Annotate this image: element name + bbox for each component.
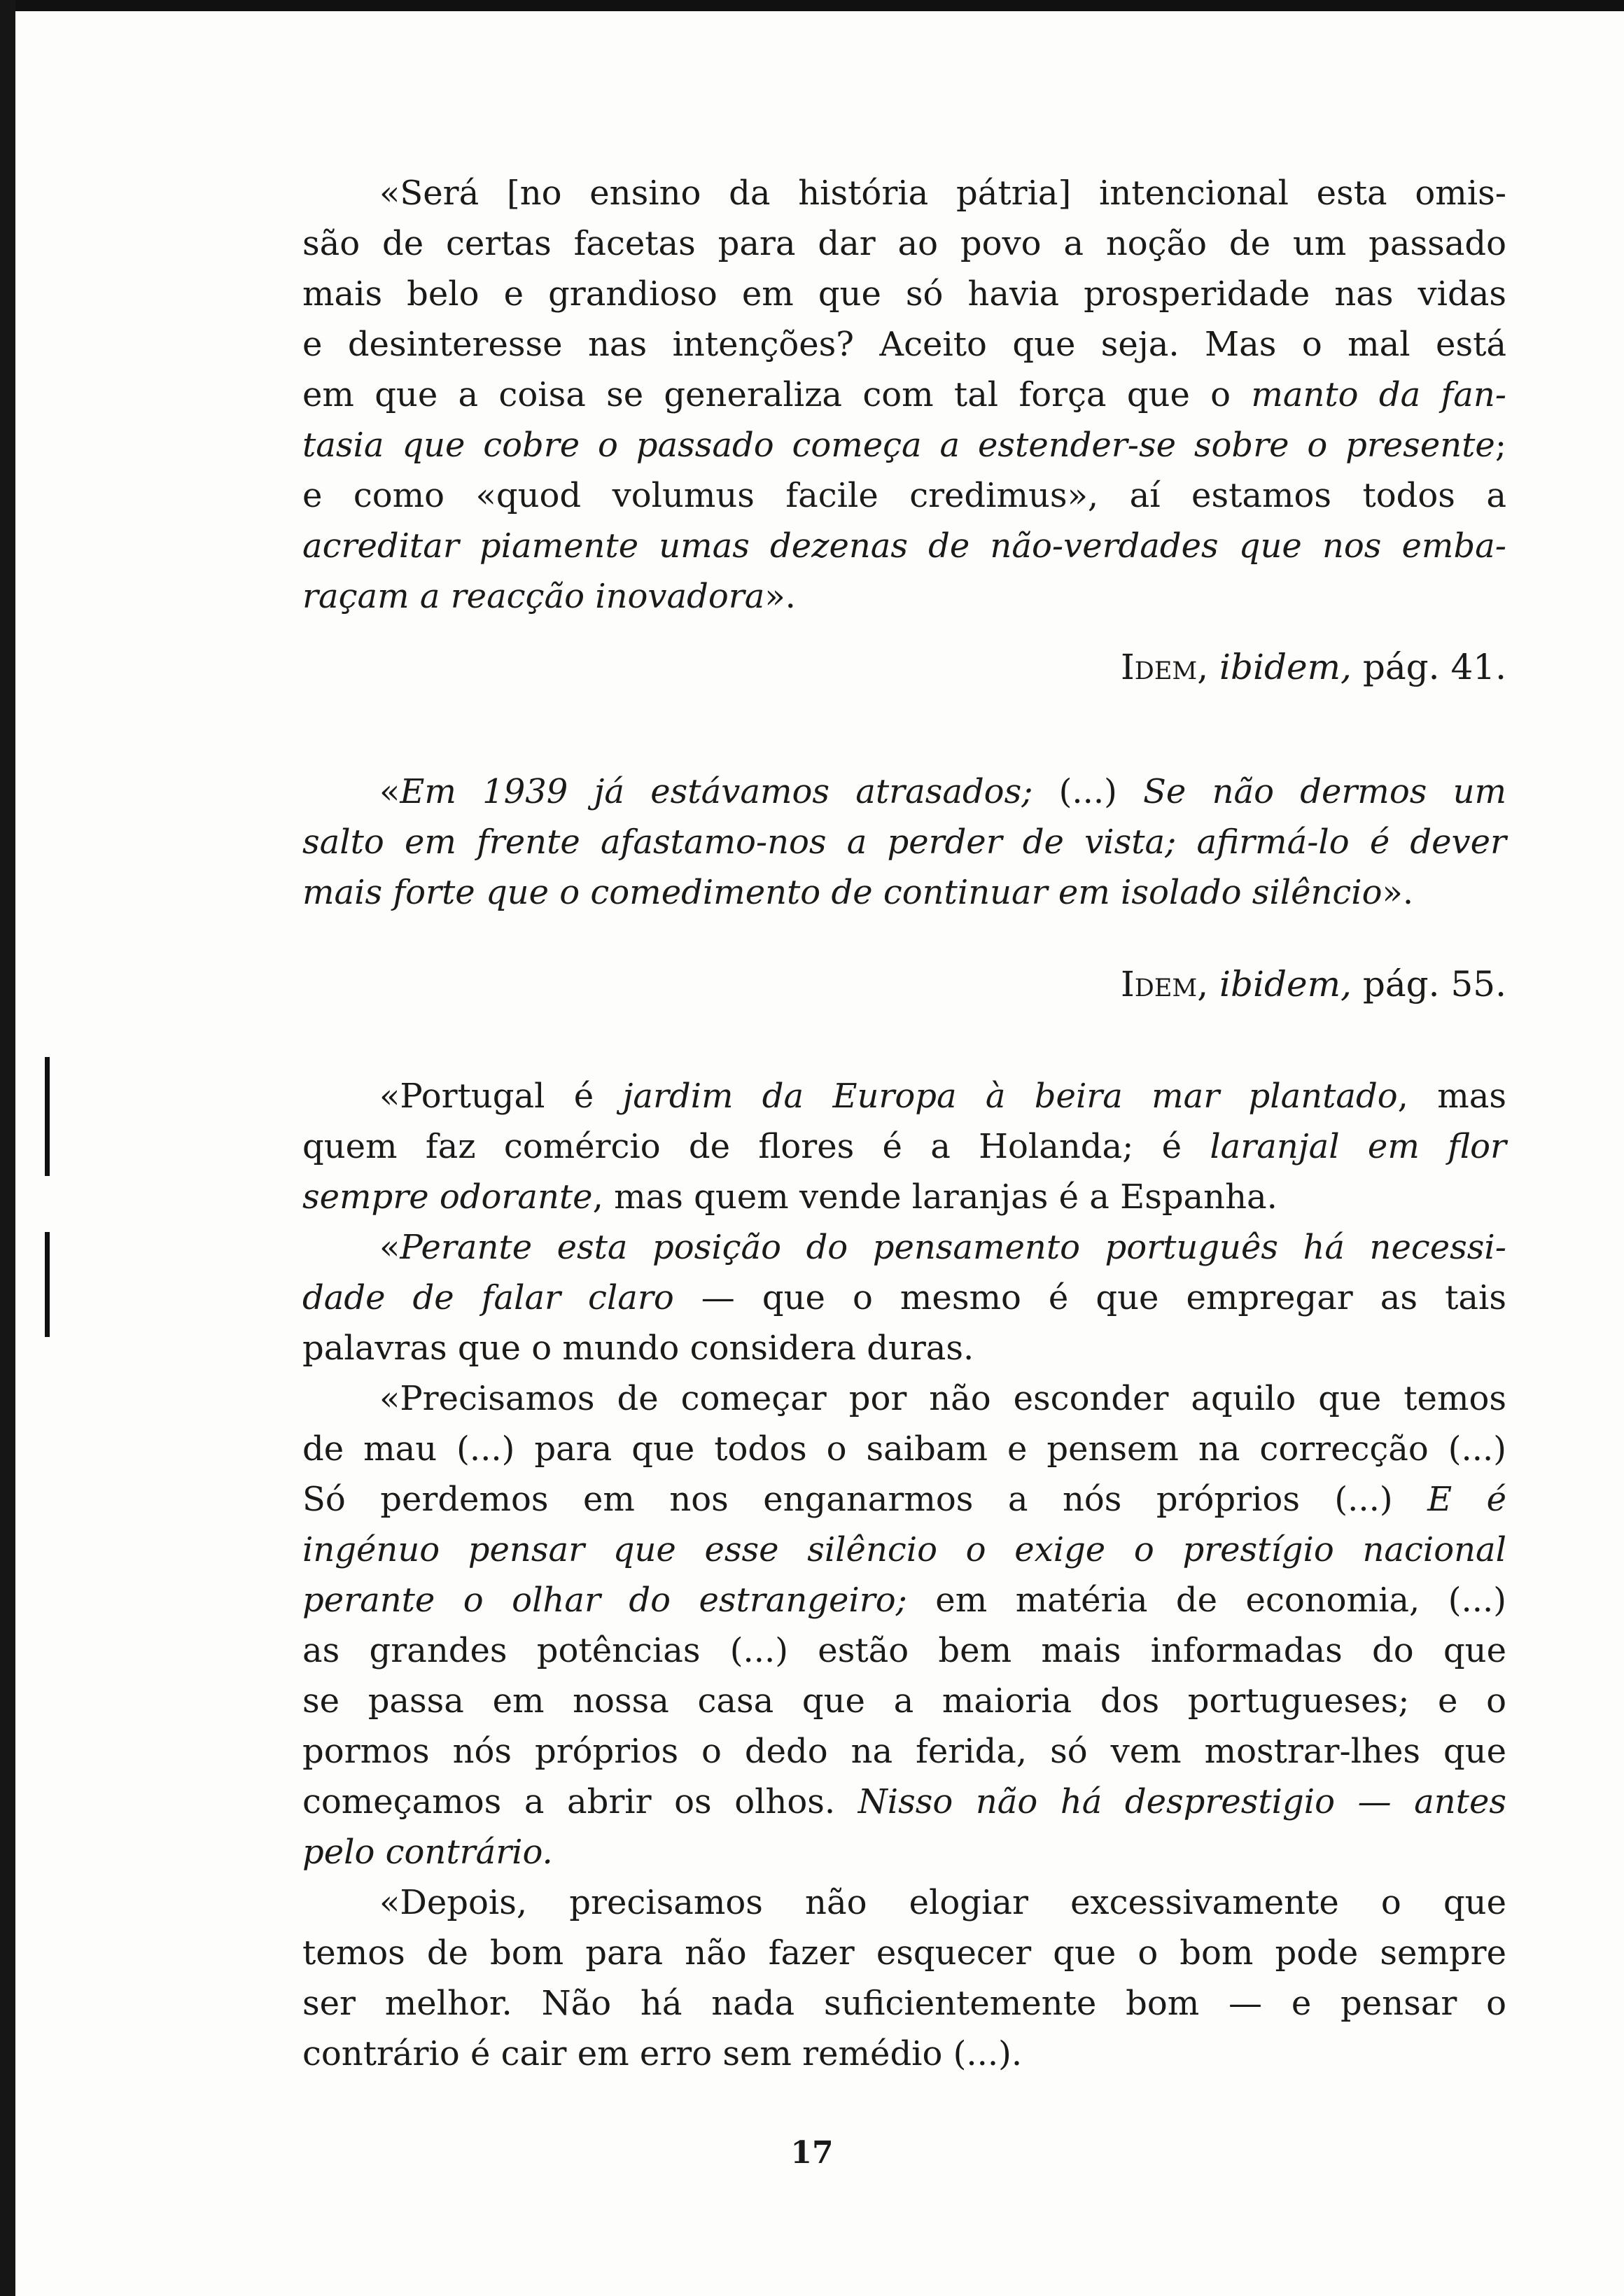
quote-3: [302, 1071, 1506, 2079]
text-line: quem faz comércio de flores é a Holanda; é laranjal em flor: [302, 1127, 1507, 1166]
text-line: ser melhor. Não há nada suficientemente bom — e pensar o: [302, 1984, 1506, 2023]
text-line: são de certas facetas para dar ao povo a noção de um passado: [302, 224, 1506, 263]
text-line: ingénuo pensar que esse silêncio o exige o prestígio nacional: [302, 1530, 1506, 1569]
text-line: as grandes potências (...) estão bem mais informadas do que: [302, 1631, 1506, 1670]
text-line: sempre odorante, mas quem vende laranjas é a Espanha.: [302, 1177, 1278, 1217]
text-line: «Portugal é jardim da Europa à beira mar plantado, mas: [379, 1077, 1506, 1116]
text-line: Só perdemos em nos enganarmos a nós próprios (...) E é: [302, 1480, 1507, 1519]
text-line: salto em frente afastamo-nos a perder de vista; afirmá-lo é dever: [302, 822, 1506, 862]
text-line: pelo contrário.: [302, 1833, 553, 1872]
text-line: contrário é cair em erro sem remédio (...).: [302, 2034, 1023, 2073]
text-line: temos de bom para não fazer esquecer que o bom pode sempre: [302, 1933, 1506, 1973]
text-line: perante o olhar do estrangeiro; em matéria de economia, (...): [302, 1581, 1507, 1620]
text-line: e como «quod volumus facile credimus», aí estamos todos a: [302, 476, 1506, 515]
text-line: «Será [no ensino da história pátria] intencional esta omis-: [379, 174, 1506, 213]
text-line: «Depois, precisamos não elogiar excessivamente o que: [379, 1883, 1506, 1922]
text-line: mais belo e grandioso em que só havia prosperidade nas vidas: [302, 274, 1506, 314]
citation-page: pág. 41.: [1362, 647, 1506, 687]
margin-mark: [45, 1232, 50, 1337]
text-line: de mau (...) para que todos o saibam e pensem na correcção (...): [302, 1429, 1506, 1469]
margin-mark: [45, 1057, 50, 1176]
citation-page: pág. 55.: [1362, 964, 1506, 1004]
citation-author: Idem,: [1121, 647, 1209, 687]
text-line: «Em 1939 já estávamos atrasados; (...) Se não dermos um: [379, 772, 1506, 811]
text-line: começamos a abrir os olhos. Nisso não há desprestigio — antes: [302, 1782, 1506, 1821]
text-line: pormos nós próprios o dedo na ferida, só vem mostrar-lhes que: [302, 1732, 1506, 1771]
text-line: «Perante esta posição do pensamento português há necessi-: [379, 1228, 1506, 1267]
citation-2: [1121, 959, 1506, 1009]
citation-1: [1121, 642, 1506, 692]
text-line: dade de falar claro — que o mesmo é que empregar as tais: [302, 1278, 1506, 1317]
text-line: mais forte que o comedimento de continuar em isolado silêncio».: [302, 873, 1414, 912]
text-line: e desinteresse nas intenções? Aceito que seja. Mas o mal está: [302, 325, 1506, 364]
quote-1: [302, 168, 1506, 622]
text-line: palavras que o mundo considera duras.: [302, 1329, 974, 1368]
text-line: em que a coisa se generaliza com tal força que o manto da fan-: [302, 375, 1507, 414]
quote-2: [302, 766, 1506, 918]
citation-author: Idem,: [1121, 964, 1209, 1004]
text-line: tasia que cobre o passado começa a estender-se sobre o presente;: [302, 426, 1506, 465]
scan-left-edge: [0, 0, 15, 2296]
text-line: se passa em nossa casa que a maioria dos portugueses; e o: [302, 1681, 1506, 1721]
page-number: 17: [790, 2135, 834, 2171]
text-line: «Precisamos de começar por não esconder aquilo que temos: [379, 1379, 1506, 1418]
citation-source: ibidem,: [1219, 964, 1352, 1004]
text-line: acreditar piamente umas dezenas de não-verdades que nos emba-: [302, 526, 1506, 566]
text-line: raçam a reacção inovadora».: [302, 577, 796, 616]
citation-source: ibidem,: [1219, 647, 1352, 687]
scan-top-edge: [0, 0, 1624, 11]
